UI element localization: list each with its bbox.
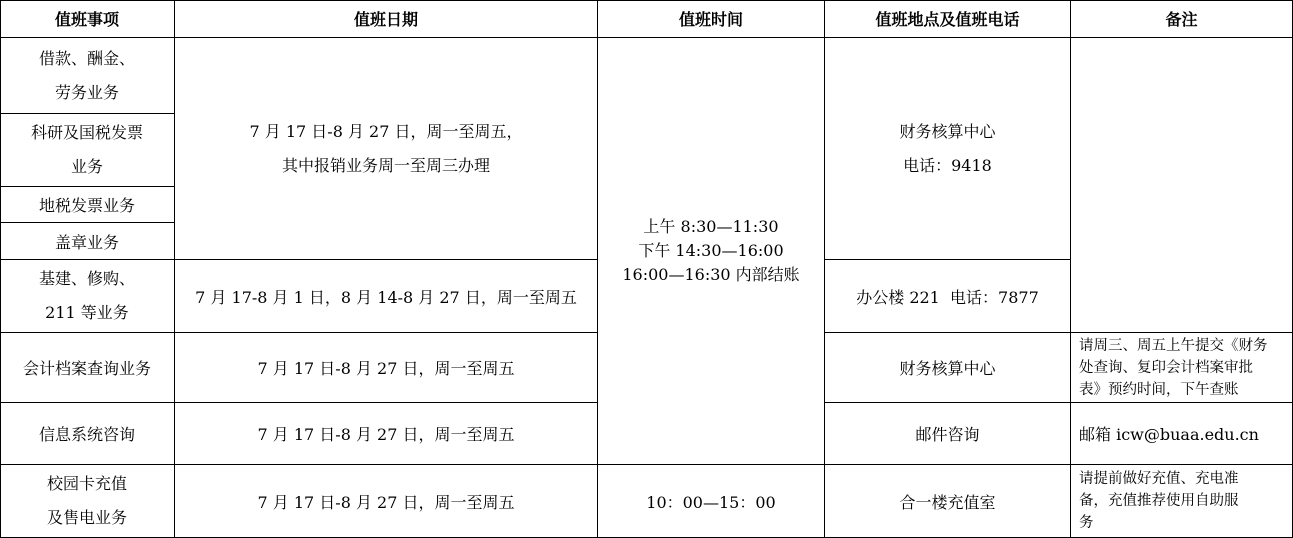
time-morning: 上午 8:30—11:30 [643,217,779,236]
note-archive-line3: 表》预约时间，下午查账 [1079,381,1239,398]
item-campus-line2: 及售电业务 [46,508,127,527]
item-research-line1: 科研及国税发票 [30,123,143,142]
item-local-tax: 地税发票业务 [0,187,175,223]
note-archive [1071,333,1293,403]
item-info-system: 信息系统咨询 [0,403,175,465]
note-campus-line1: 请提前做好充值、充电准 [1079,471,1239,487]
item-seal: 盖章业务 [0,223,175,260]
note-campus-card [1071,465,1293,538]
item-loan-line1: 借款、酬金、 [38,48,135,68]
item-loan [0,38,175,114]
date-archive: 7 月 17 日-8 月 27 日，周一至周五 [175,333,598,403]
item-construction [0,260,175,333]
note-archive-line1: 请周三、周五上午提交《财务 [1079,337,1268,354]
item-construction-line1: 基建、修购、 [38,269,135,288]
date-group1 [175,38,598,260]
header-location: 值班地点及值班电话 [825,0,1071,38]
date-info-system: 7 月 17 日-8 月 27 日，周一至周五 [175,403,598,465]
location-campus-card: 合一楼充值室 [825,465,1071,538]
location-archive: 财务核算中心 [825,333,1071,403]
note-campus-line3: 务 [1079,515,1094,531]
header-note: 备注 [1071,0,1293,38]
note-info-system [1071,403,1293,465]
date-campus-card: 7 月 17 日-8 月 27 日，周一至周五 [175,465,598,538]
time-afternoon: 下午 14:30—16:00 [638,241,784,260]
item-loan-line2: 劳务业务 [54,82,119,102]
location-info-system: 邮件咨询 [825,403,1071,465]
header-date: 值班日期 [175,0,598,38]
item-campus-card [0,465,175,538]
time-campus-card: 10：00—15：00 [598,465,825,538]
date-group1-line2: 其中报销业务周一至周三办理 [281,155,490,175]
item-research-line2: 业务 [70,157,103,176]
location-group1-phone: 电话：9418 [903,155,992,175]
location-group1-name: 财务核算中心 [899,121,996,141]
note-empty [1071,38,1293,333]
item-campus-line1: 校园卡充值 [46,474,127,493]
note-archive-line2: 处查询、复印会计档案审批 [1079,359,1253,376]
item-archive: 会计档案查询业务 [0,333,175,403]
note-campus-line2: 备，充值推荐使用自助服 [1079,493,1239,509]
header-item: 值班事项 [0,0,175,38]
location-group1 [825,38,1071,260]
location-construction: 办公楼 221 电话：7877 [825,260,1071,333]
date-group1-line1: 7 月 17 日-8 月 27 日，周一至周五， [249,121,523,141]
time-main [598,38,825,465]
item-construction-line2: 211 等业务 [45,303,129,322]
email-address: 邮箱 icw@buaa.edu.cn [1079,425,1259,444]
item-research-invoice [0,114,175,187]
header-time: 值班时间 [598,0,825,38]
time-settlement: 16:00—16:30 内部结账 [622,265,800,284]
date-construction: 7 月 17-8 月 1 日，8 月 14-8 月 27 日，周一至周五 [175,260,598,333]
